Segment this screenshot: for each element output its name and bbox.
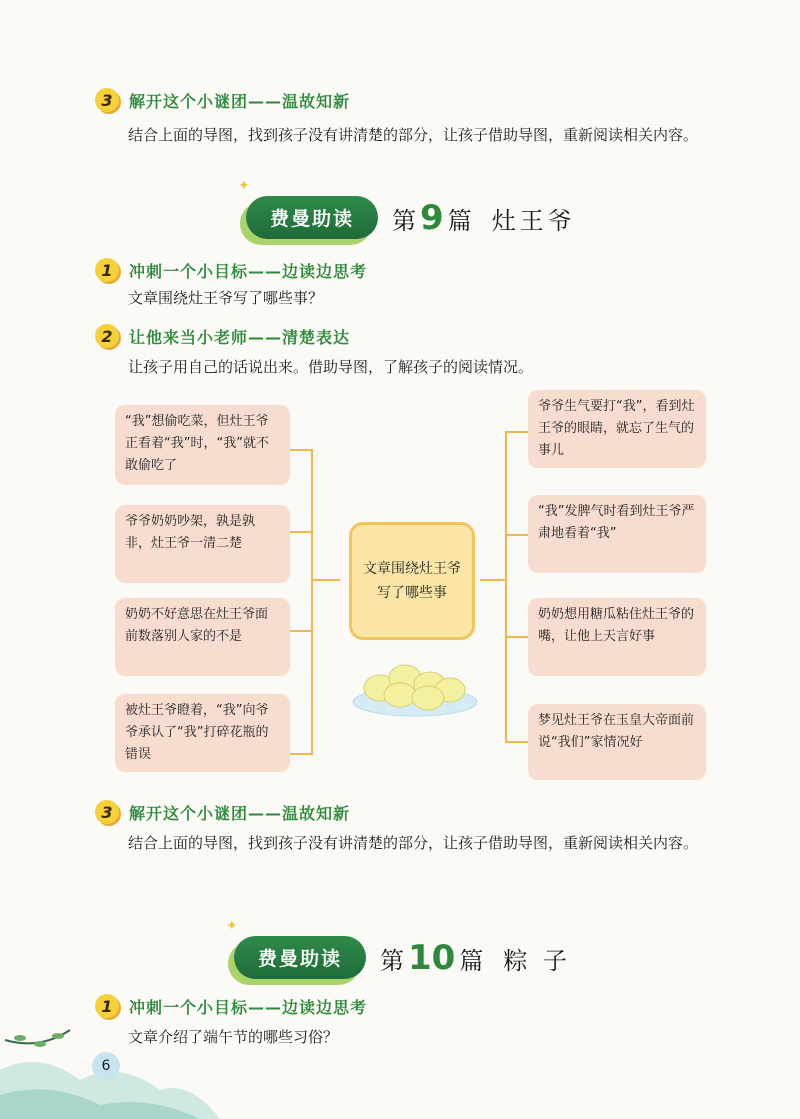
step-title: 解开这个小谜团——温故知新 bbox=[129, 91, 351, 111]
paragraph: 文章围绕灶王爷写了哪些事？ bbox=[128, 289, 324, 307]
step-heading bbox=[95, 798, 350, 826]
paragraph: 让孩子用自己的话说出来。借助导图，了解孩子的阅读情况。 bbox=[128, 358, 534, 376]
paragraph: 结合上面的导图，找到孩子没有讲清楚的部分，让孩子借助导图，重新阅读相关内容。 bbox=[128, 126, 699, 144]
chapter-banner bbox=[234, 936, 571, 979]
sparkle-icon: ✦ bbox=[238, 178, 250, 194]
sparkle-icon: ✦ bbox=[226, 918, 238, 934]
banner-pill: 费曼助读 bbox=[246, 196, 378, 239]
step-number-badge: 3 bbox=[95, 88, 119, 112]
chapter-name: 灶王爷 bbox=[491, 206, 576, 235]
mindmap-node-left: 被灶王爷瞪着，“我”向爷爷承认了“我”打碎花瓶的错误 bbox=[115, 694, 290, 772]
chapter-name: 粽 子 bbox=[503, 946, 571, 975]
chapter-suffix: 篇 bbox=[447, 206, 472, 235]
mindmap-node-left: 爷爷奶奶吵架，孰是孰非，灶王爷一清二楚 bbox=[115, 505, 290, 583]
mindmap-node-right: “我”发脾气时看到灶王爷严肃地看着“我” bbox=[528, 495, 706, 573]
mindmap-node-left: “我”想偷吃菜，但灶王爷正看着“我”时，“我”就不敢偷吃了 bbox=[115, 405, 290, 485]
chapter-suffix: 篇 bbox=[459, 946, 484, 975]
paragraph: 结合上面的导图，找到孩子没有讲清楚的部分，让孩子借助导图，重新阅读相关内容。 bbox=[128, 834, 699, 852]
paragraph: 文章介绍了端午节的哪些习俗？ bbox=[128, 1028, 339, 1046]
dumplings-plate-icon bbox=[350, 640, 480, 720]
step-title: 解开这个小谜团——温故知新 bbox=[129, 803, 351, 823]
chapter-title bbox=[380, 938, 571, 978]
step-title: 冲刺一个小目标——边读边思考 bbox=[129, 261, 368, 281]
step-title: 冲刺一个小目标——边读边思考 bbox=[129, 997, 368, 1017]
step-number-badge: 1 bbox=[95, 994, 119, 1018]
step-number-badge: 3 bbox=[95, 800, 119, 824]
chapter-number: 10 bbox=[408, 937, 456, 978]
mindmap-center-node: 文章围绕灶王爷写了哪些事 bbox=[349, 522, 475, 640]
step-number-badge: 2 bbox=[95, 324, 119, 348]
mindmap-node-right: 奶奶想用糖瓜粘住灶王爷的嘴，让他上天言好事 bbox=[528, 598, 706, 676]
banner-pill: 费曼助读 bbox=[234, 936, 366, 979]
step-number-badge: 1 bbox=[95, 258, 119, 282]
chapter-prefix: 第 bbox=[380, 946, 405, 975]
step-title: 让他来当小老师——清楚表达 bbox=[129, 327, 351, 347]
page-number: 6 bbox=[92, 1052, 120, 1080]
chapter-prefix: 第 bbox=[392, 206, 417, 235]
mindmap-node-right: 梦见灶王爷在玉皇大帝面前说“我们”家情况好 bbox=[528, 704, 706, 780]
mindmap-node-left: 奶奶不好意思在灶王爷面前数落别人家的不是 bbox=[115, 598, 290, 676]
chapter-number: 9 bbox=[420, 197, 444, 238]
mindmap-node-right: 爷爷生气要打“我”，看到灶王爷的眼睛，就忘了生气的事儿 bbox=[528, 390, 706, 468]
